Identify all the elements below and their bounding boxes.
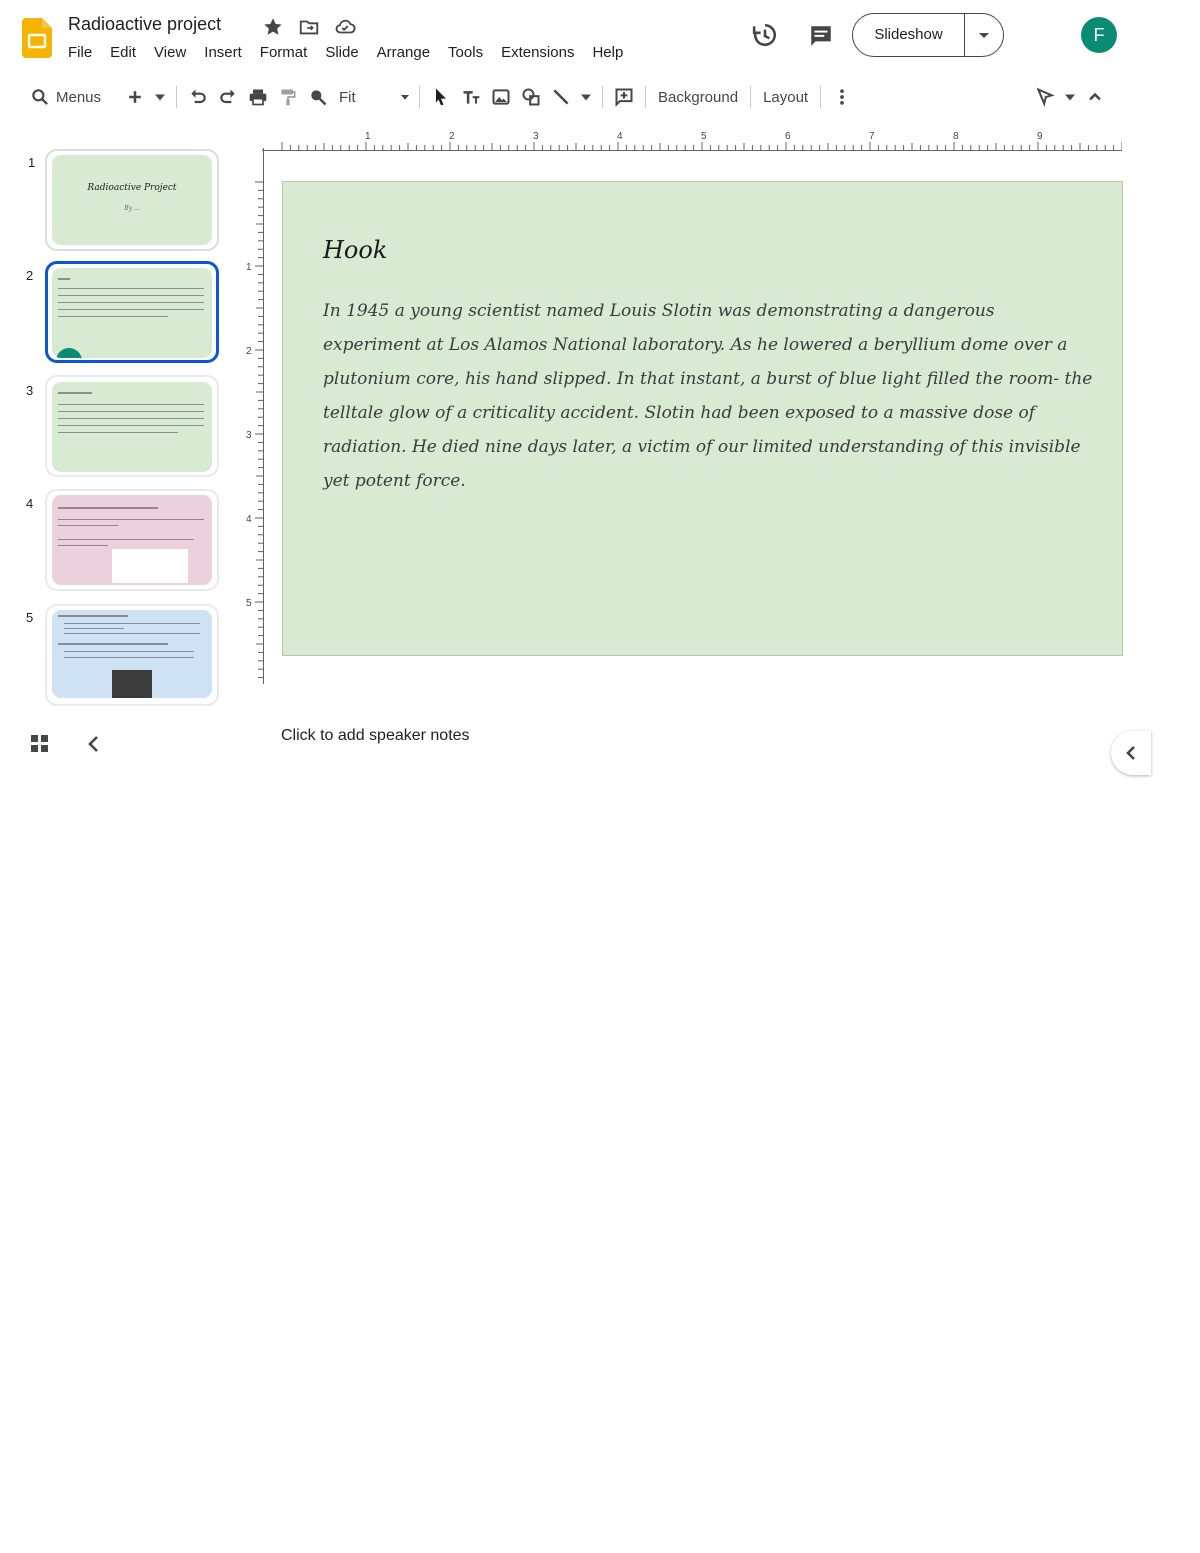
add-comment-icon xyxy=(614,87,634,107)
slide-number: 1 xyxy=(28,155,36,170)
select-tool[interactable] xyxy=(426,82,456,112)
ruler-label: 1 xyxy=(246,262,252,273)
editing-mode-button[interactable] xyxy=(1030,82,1060,112)
vertical-ruler[interactable] xyxy=(251,148,264,684)
undo-button[interactable] xyxy=(183,82,213,112)
slideshow-button-group xyxy=(852,13,1004,57)
slide-thumbnail-content xyxy=(52,155,212,245)
cursor-icon xyxy=(431,87,451,107)
shapes-icon xyxy=(521,87,541,107)
ruler-label: 1 xyxy=(365,131,371,142)
menu-file[interactable]: File xyxy=(68,44,93,61)
toolbar xyxy=(30,80,1110,114)
search-menus[interactable] xyxy=(30,82,120,112)
zoom-icon xyxy=(308,87,328,107)
slide-canvas[interactable] xyxy=(282,181,1123,656)
slide-thumbnail-content xyxy=(52,382,212,472)
menu-format[interactable]: Format xyxy=(259,44,308,61)
menu-bar xyxy=(68,44,641,61)
slideshow-button[interactable]: Slideshow xyxy=(853,14,965,56)
speaker-notes[interactable]: Click to add speaker notes xyxy=(281,727,470,744)
line-icon xyxy=(551,87,571,107)
slideshow-dropdown[interactable] xyxy=(965,30,1003,40)
ruler-label: 2 xyxy=(246,346,252,357)
line-tool-dropdown[interactable] xyxy=(576,82,596,112)
ruler-label: 8 xyxy=(953,131,959,142)
slide-thumbnail-content xyxy=(52,268,212,358)
menu-help[interactable]: Help xyxy=(592,44,624,61)
slide-number: 4 xyxy=(26,496,34,511)
slide-thumbnail-content xyxy=(52,495,212,585)
chevron-down-icon xyxy=(150,87,170,107)
menu-view[interactable]: View xyxy=(154,44,187,61)
search-icon xyxy=(30,87,50,107)
move-to-folder-icon[interactable] xyxy=(298,16,320,38)
slide-number: 3 xyxy=(26,383,34,398)
comments-icon[interactable] xyxy=(808,23,834,49)
menu-edit[interactable]: Edit xyxy=(110,44,137,61)
text-box-tool[interactable] xyxy=(456,82,486,112)
ruler-label: 4 xyxy=(246,514,252,525)
menu-extensions[interactable]: Extensions xyxy=(501,44,575,61)
filmstrip xyxy=(0,140,230,705)
layout-button[interactable]: Layout xyxy=(763,88,809,106)
print-button[interactable] xyxy=(243,82,273,112)
search-menus-label: Menus xyxy=(56,88,102,106)
ruler-label: 5 xyxy=(246,598,252,609)
version-history-icon[interactable] xyxy=(752,22,778,48)
avatar[interactable]: F xyxy=(1081,17,1117,53)
slide-thumbnail-content xyxy=(52,610,212,698)
document-title[interactable]: Radioactive project xyxy=(68,14,222,34)
ruler-label: 5 xyxy=(701,131,707,142)
chevron-down-icon xyxy=(576,87,596,107)
menu-insert[interactable]: Insert xyxy=(204,44,242,61)
paint-format-icon xyxy=(278,87,298,107)
slide-title[interactable]: Hook xyxy=(323,236,388,264)
chevron-down-icon xyxy=(977,30,991,40)
chevron-down-icon xyxy=(1060,87,1080,107)
image-icon xyxy=(491,87,511,107)
slide-body-text[interactable]: In 1945 a young scientist named Louis Slotin was demonstrating a dangerous experiment at Los Alamos National laboratory. As he lowered a beryllium dome over a plutonium core, his hand slipped. In that instant, a burst of blue light filled the room- the telltale glow of a criticality accident. Slotin had been exposed to a massive dose of radiation. He died nine days later, a victim of our limited understanding of this invisible yet potent force. xyxy=(323,301,1093,491)
ruler-label: 9 xyxy=(1037,131,1043,142)
ruler-label: 4 xyxy=(617,131,623,142)
menu-arrange[interactable]: Arrange xyxy=(376,44,431,61)
redo-icon xyxy=(218,87,238,107)
new-slide-dropdown[interactable] xyxy=(150,82,170,112)
text-box-icon xyxy=(461,87,481,107)
collapse-filmstrip-icon[interactable] xyxy=(86,734,102,754)
thumb-title: Radioactive Project xyxy=(87,183,177,193)
slide-number: 2 xyxy=(26,268,34,283)
menu-tools[interactable]: Tools xyxy=(448,44,484,61)
ruler-label: 2 xyxy=(449,131,455,142)
ruler-label: 3 xyxy=(246,430,252,441)
ruler-label: 6 xyxy=(785,131,791,142)
shape-tool[interactable] xyxy=(516,82,546,112)
more-vertical-icon xyxy=(832,87,852,107)
slides-logo-icon[interactable] xyxy=(22,18,52,58)
undo-icon xyxy=(188,87,208,107)
menu-slide[interactable]: Slide xyxy=(325,44,359,61)
zoom-value: Fit xyxy=(339,88,356,106)
chevron-left-icon xyxy=(1125,745,1137,761)
zoom-select[interactable] xyxy=(333,82,413,112)
new-slide-button[interactable] xyxy=(120,82,150,112)
plus-icon xyxy=(125,87,145,107)
insert-image-tool[interactable] xyxy=(486,82,516,112)
chevron-down-icon xyxy=(397,89,413,105)
redo-button[interactable] xyxy=(213,82,243,112)
paint-format-button[interactable] xyxy=(273,82,303,112)
side-panel-toggle[interactable] xyxy=(1111,731,1151,775)
horizontal-ruler[interactable] xyxy=(262,130,1122,151)
print-icon xyxy=(248,87,268,107)
pen-cursor-icon xyxy=(1035,87,1055,107)
editing-mode-dropdown[interactable] xyxy=(1060,82,1080,112)
slide-number: 5 xyxy=(26,610,34,625)
cloud-saved-icon[interactable] xyxy=(334,16,356,38)
line-tool[interactable] xyxy=(546,82,576,112)
star-icon[interactable] xyxy=(262,16,284,38)
ruler-label: 3 xyxy=(533,131,539,142)
zoom-button[interactable] xyxy=(303,82,333,112)
chevron-up-icon xyxy=(1085,87,1105,107)
ruler-label: 7 xyxy=(869,131,875,142)
grid-view-icon[interactable] xyxy=(30,734,50,754)
hide-menus-button[interactable] xyxy=(1080,82,1110,112)
thumb-subtitle: By ... xyxy=(124,205,140,212)
add-comment-button[interactable] xyxy=(609,82,639,112)
background-button[interactable]: Background xyxy=(658,88,739,106)
more-options-button[interactable] xyxy=(827,82,857,112)
